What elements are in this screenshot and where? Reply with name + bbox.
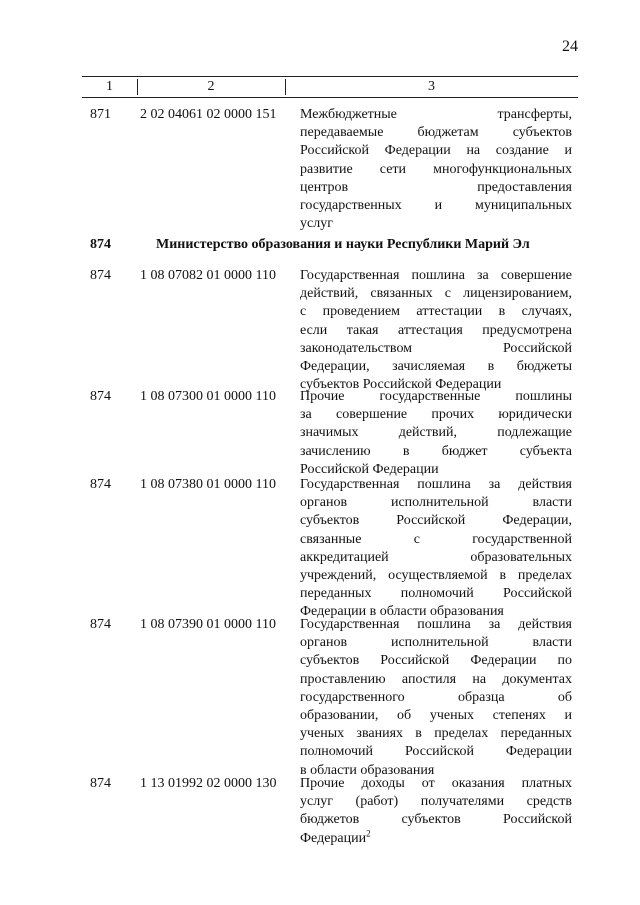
desc-line: Российской Федерации <box>300 461 439 477</box>
header-col-3: 3 <box>428 79 435 94</box>
desc-line: полномочий Российской Федерации <box>300 744 572 760</box>
desc-line: образовании, об ученых степенях и <box>300 708 572 724</box>
desc-line: бюджетов субъектов Российской <box>300 812 572 828</box>
agency-code: 874 <box>90 617 111 632</box>
desc-line: за совершение прочих юридически <box>300 407 572 423</box>
budget-code: 2 02 04061 02 0000 151 <box>140 107 277 122</box>
desc-line: Государственная пошлина за совершение <box>300 268 572 283</box>
table-header <box>82 76 578 98</box>
desc-line: ученых званиях в пределах переданных <box>300 726 572 742</box>
desc-line: услуг (работ) получателями средств <box>300 794 572 810</box>
desc-line: субъектов Российской Федерации, <box>300 513 572 529</box>
desc-line: учреждений, осуществляемой в пределах <box>300 568 572 584</box>
row-description <box>300 616 572 780</box>
header-col-1: 1 <box>82 79 138 95</box>
desc-line: развитие сети многофункциональных <box>300 161 572 177</box>
desc-line-text: Федерации <box>300 830 367 846</box>
desc-line: связанные с государственной <box>300 531 572 547</box>
desc-line: зачислению в бюджет субъекта <box>300 443 572 459</box>
budget-code: 1 08 07380 01 0000 110 <box>140 477 276 492</box>
desc-line: государственного образца об <box>300 689 572 705</box>
desc-line: Российской Федерации на создание и <box>300 143 572 159</box>
row-description <box>300 775 572 848</box>
budget-code: 1 08 07082 01 0000 110 <box>140 268 276 283</box>
desc-line: Прочие доходы от оказания платных <box>300 776 572 791</box>
desc-line: Прочие государственные пошлины <box>300 389 572 404</box>
desc-line: субъектов Российской Федерации <box>300 377 502 393</box>
row-description <box>300 476 572 622</box>
ministry-agency-code: 874 <box>90 237 111 252</box>
agency-code: 874 <box>90 477 111 492</box>
desc-line: Государственная пошлина за действия <box>300 617 572 632</box>
desc-line: государственных и муниципальных <box>300 198 572 214</box>
budget-code: 1 13 01992 02 0000 130 <box>140 776 277 791</box>
desc-line: центров предоставления <box>300 179 572 195</box>
agency-code: 871 <box>90 107 111 122</box>
desc-line: Межбюджетные трансферты, <box>300 107 572 122</box>
desc-line: переданных полномочий Российской <box>300 586 572 602</box>
desc-line: в области образования <box>300 762 435 778</box>
desc-line: законодательством Российской <box>300 340 572 356</box>
desc-line: субъектов Российской Федерации по <box>300 653 572 669</box>
desc-line: с проведением аттестации в случаях, <box>300 304 572 320</box>
desc-line: Федерации, зачисляемая в бюджеты <box>300 359 572 375</box>
desc-line <box>300 827 572 848</box>
desc-line: действий, связанных с лицензированием, <box>300 286 572 302</box>
desc-line: передаваемые бюджетам субъектов <box>300 125 572 141</box>
row-description <box>300 267 572 394</box>
budget-code: 1 08 07300 01 0000 110 <box>140 389 276 404</box>
desc-line: значимых действий, подлежащие <box>300 425 572 441</box>
footnote-marker: 2 <box>366 827 371 838</box>
agency-code: 874 <box>90 268 111 283</box>
desc-line: если такая аттестация предусмотрена <box>300 322 572 338</box>
desc-line: Государственная пошлина за действия <box>300 477 572 492</box>
desc-line: услуг <box>300 216 333 232</box>
desc-line: органов исполнительной власти <box>300 495 572 511</box>
page-number: 24 <box>562 38 578 55</box>
desc-line: Федерации в области образования <box>300 604 504 620</box>
ministry-title: Министерство образования и науки Республики Марий Эл <box>156 237 530 252</box>
agency-code: 874 <box>90 389 111 404</box>
desc-line: органов исполнительной власти <box>300 635 572 651</box>
row-description <box>300 388 572 479</box>
budget-code: 1 08 07390 01 0000 110 <box>140 617 276 632</box>
desc-line: проставлению апостиля на документах <box>300 671 572 687</box>
desc-line: аккредитацией образовательных <box>300 549 572 565</box>
row-description <box>300 106 572 233</box>
header-col-2: 2 <box>137 79 286 95</box>
agency-code: 874 <box>90 776 111 791</box>
